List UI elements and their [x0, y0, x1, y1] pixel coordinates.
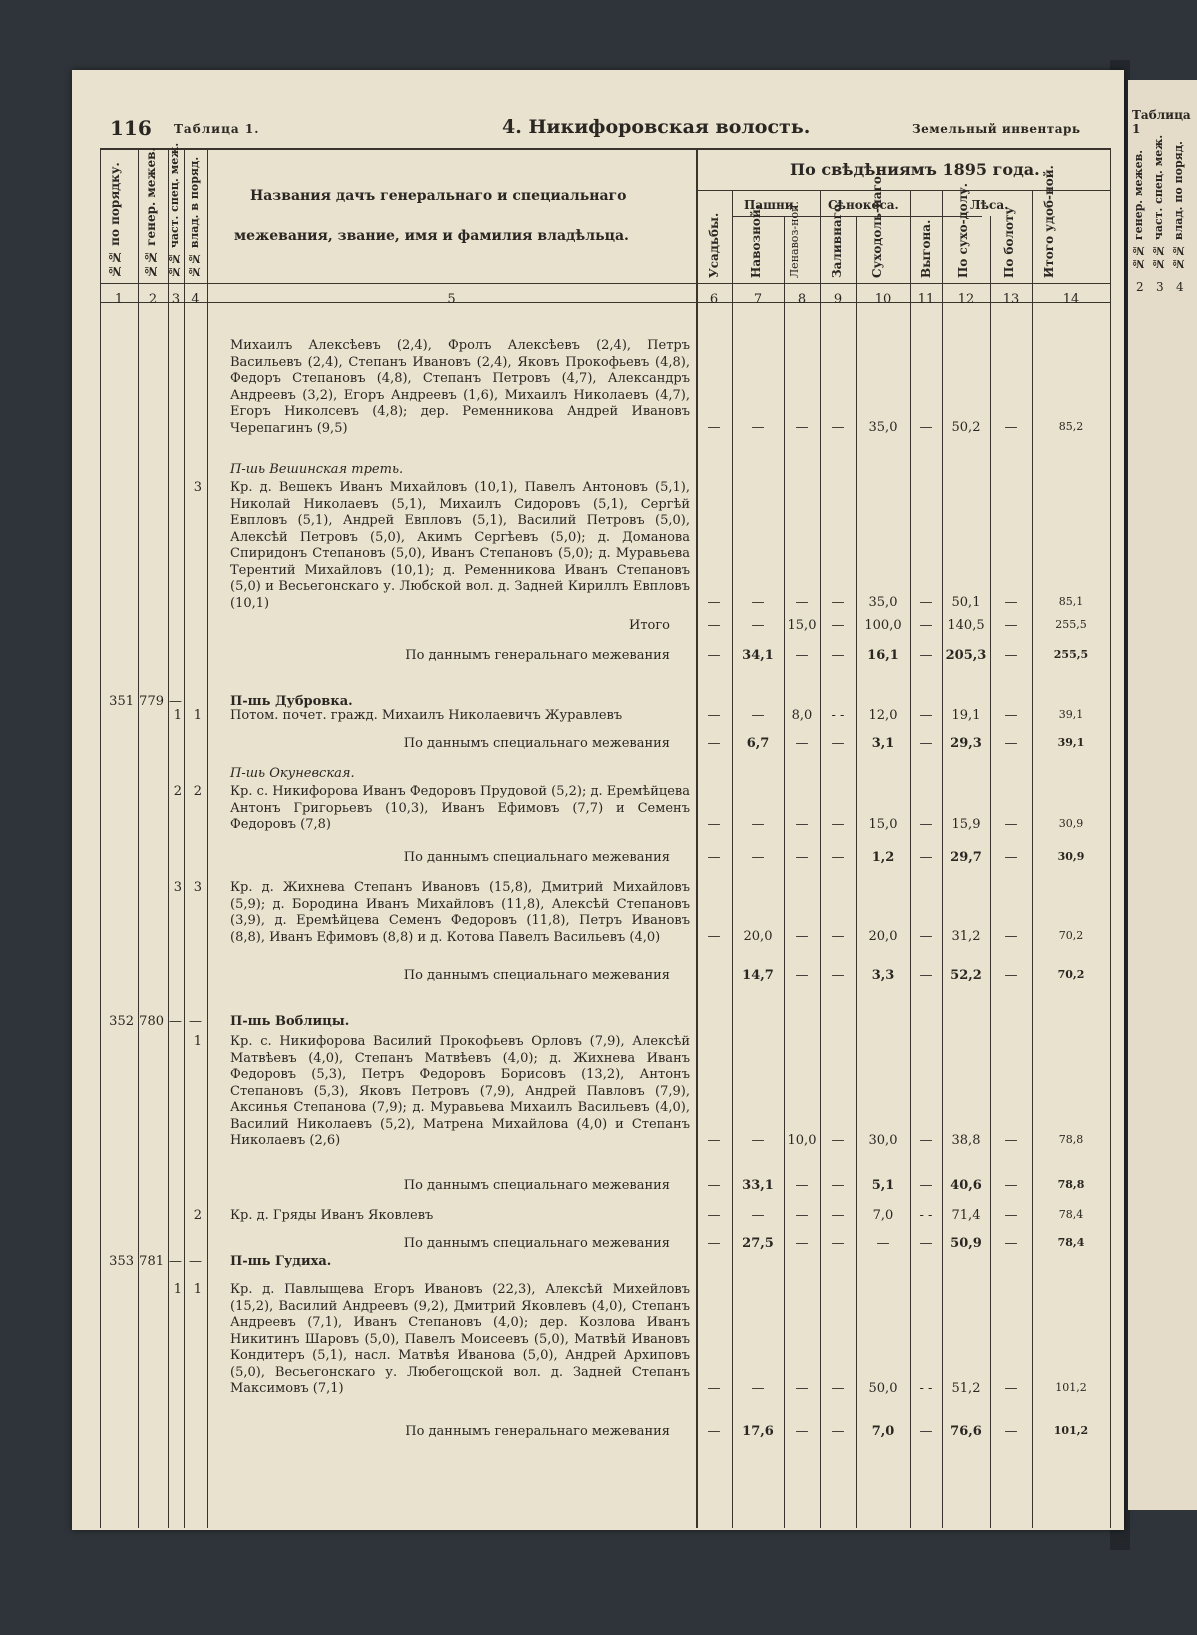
- value-cell: —: [831, 929, 845, 944]
- value-cell: —: [751, 1133, 765, 1148]
- value-cell: —: [707, 817, 721, 832]
- value-cell: 12,0: [868, 708, 898, 723]
- col-header-9: Заливнаго.: [830, 199, 844, 278]
- value-cell: 3,3: [871, 968, 895, 983]
- col-number: 1: [114, 292, 124, 307]
- value-cell: 50,2: [951, 420, 981, 435]
- spec-survey-number: 1: [173, 1282, 182, 1297]
- value-cell: —: [795, 1424, 809, 1439]
- value-cell: —: [1004, 595, 1018, 610]
- owner-description: Михаилъ Алексѣевъ (2,4), Фролъ Алексѣевъ (2,4), Петръ Васильевъ (2,4), Степанъ Ивановъ (2,4), Яковъ Прокофьевъ (4,8), Федоръ Степановъ (4,8), Степанъ Петровъ (4,7), Александръ Андреевъ (3,2), Егоръ Андреевъ (1,6), Михаилъ Николаевъ (4,7), Егоръ Николсевъ (4,8); дер. Ременникова Андрей Ивановъ Черепагинъ (9,5): [230, 338, 690, 436]
- value-cell: —: [707, 1236, 721, 1251]
- owner-number: 1: [193, 1282, 202, 1297]
- value-cell: —: [919, 968, 933, 983]
- estate-title: П-шь Воблицы.: [230, 1014, 350, 1029]
- value-cell: —: [831, 1424, 845, 1439]
- value-cell: 29,7: [950, 850, 982, 865]
- owner-description: Кр. с. Никифорова Василий Прокофьевъ Орловъ (7,9), Алексѣй Матвѣевъ (4,0), Степанъ Матвѣевъ (4,0); д. Жихнева Иванъ Федоровъ (5,3), Петръ Федоровъ Борисовъ (13,2), Антонъ Степановъ (5,3), Яковъ Петровъ (7,9), Андрей Павловъ (7,9), Аксинья Степанова (7,9); д. Муравьева Михаилъ Васильевъ (4,0), Василий Николаевъ (5,2), Матрена Михайлова (4,0) и Степанъ Николаевъ (2,6): [230, 1034, 690, 1148]
- total-label: По даннымъ генеральнаго межевания: [405, 1424, 670, 1439]
- value-cell: 140,5: [947, 618, 985, 633]
- value-cell: —: [707, 420, 721, 435]
- owner-number: 2: [193, 1208, 202, 1223]
- value-cell: 30,9: [1057, 850, 1085, 863]
- value-cell: —: [1004, 1178, 1018, 1193]
- value-cell: —: [795, 1208, 809, 1223]
- value-cell: —: [919, 618, 933, 633]
- row-number: 351: [109, 694, 134, 709]
- gen-survey-number: 779: [139, 694, 164, 709]
- spec-survey-number: 2: [173, 784, 182, 799]
- value-cell: 3,1: [871, 736, 895, 751]
- next-col-number: 4: [1176, 280, 1184, 294]
- gen-survey-number: 780: [139, 1014, 164, 1029]
- col-header-5-line1: Названия дачъ генеральнаго и специальнаго: [250, 188, 627, 204]
- owner-description: Потом. почет. гражд. Михаилъ Николаевичъ Журавлевъ: [230, 708, 623, 723]
- value-cell: 255,5: [1055, 618, 1087, 631]
- col-header-1: №№ по порядку.: [108, 162, 122, 278]
- value-cell: 29,3: [950, 736, 982, 751]
- group-header-pashni: Пашни.: [744, 198, 798, 212]
- value-cell: 35,0: [868, 595, 898, 610]
- value-cell: 33,1: [742, 1178, 774, 1193]
- value-cell: 20,0: [868, 929, 898, 944]
- owner-description: Кр. с. Никифорова Иванъ Федоровъ Прудовой (5,2); д. Еремѣйцева Антонъ Григорьевъ (10,3), Иванъ Ефимовъ (7,7) и Семенъ Федоровъ (7,8): [230, 784, 690, 832]
- value-cell: —: [751, 1208, 765, 1223]
- value-cell: —: [795, 595, 809, 610]
- value-cell: 51,2: [951, 1381, 981, 1396]
- next-col-number: 3: [1156, 280, 1164, 294]
- col-number: 5: [447, 292, 456, 307]
- section-heading: П-шь Вешинская треть.: [230, 462, 404, 477]
- value-cell: 17,6: [742, 1424, 774, 1439]
- value-cell: —: [751, 817, 765, 832]
- value-cell: —: [795, 736, 809, 751]
- value-cell: —: [707, 648, 721, 663]
- col-number: 2: [148, 292, 158, 307]
- owner-description: Кр. д. Павлыщева Егоръ Ивановъ (22,3), Алексѣй Михейловъ (15,2), Василий Андреевъ (9,2), Дмитрий Яковлевъ (4,0), Степанъ Андреевъ (7,1), Иванъ Степановъ (4,0); дер. Козлова Иванъ Никитинъ Шаровъ (5,0), Павелъ Моисеевъ (5,0), Матвѣй Ивановъ Кондитеръ (5,1), насл. Матвѣя Иванова (5,0), Андрей Архиповъ (5,0), Весьегонскаго у. Любегощской вол. д. Задней Степанъ Максимовъ (7,1): [230, 1282, 690, 1396]
- col-header-8: Ленавоз-ной.: [788, 201, 801, 278]
- value-cell: —: [831, 1381, 845, 1396]
- value-cell: 50,9: [950, 1236, 982, 1251]
- value-cell: 6,7: [746, 736, 770, 751]
- owner-number: 3: [193, 880, 202, 895]
- value-cell: —: [1004, 1133, 1018, 1148]
- value-cell: —: [831, 420, 845, 435]
- next-page-edge: [1128, 80, 1197, 1510]
- value-cell: —: [707, 1178, 721, 1193]
- value-cell: 40,6: [950, 1178, 982, 1193]
- value-cell: —: [707, 1424, 721, 1439]
- col-number: 6: [709, 292, 719, 307]
- col-header-4: №№ влад. в поряд.: [188, 156, 201, 278]
- value-cell: 39,1: [1058, 708, 1084, 721]
- spec-survey-number: 3: [173, 880, 182, 895]
- group-header-1895: По свѣдѣниямъ 1895 года.: [790, 160, 1040, 179]
- spec-survey-number: —: [169, 1254, 182, 1269]
- estate-title: П-шь Дубровка.: [230, 694, 353, 709]
- value-cell: —: [1004, 618, 1018, 633]
- value-cell: 85,2: [1058, 420, 1084, 433]
- col-header-11: Выгона.: [919, 219, 933, 278]
- total-label: По даннымъ специальнаго межевания: [403, 968, 670, 983]
- total-label: По даннымъ генеральнаго межевания: [405, 648, 670, 663]
- value-cell: 205,3: [945, 648, 987, 663]
- estate-title: П-шь Гудиха.: [230, 1254, 332, 1269]
- owner-number: —: [189, 1254, 202, 1269]
- value-cell: 30,0: [868, 1133, 898, 1148]
- owner-number: —: [189, 1014, 202, 1029]
- owner-number: 2: [193, 784, 202, 799]
- owner-number: 1: [193, 1034, 202, 1049]
- value-cell: —: [1004, 929, 1018, 944]
- owner-number: 3: [193, 480, 202, 495]
- table-label: Таблица 1.: [174, 122, 260, 136]
- value-cell: 7,0: [871, 1424, 895, 1439]
- value-cell: 5,1: [871, 1178, 895, 1193]
- total-label: По даннымъ специальнаго межевания: [403, 1236, 670, 1251]
- value-cell: —: [707, 736, 721, 751]
- value-cell: —: [876, 1236, 890, 1251]
- header-bottom-rule: [100, 283, 1110, 284]
- row-number: 352: [109, 1014, 134, 1029]
- col-number: 9: [833, 292, 843, 307]
- gen-survey-number: 781: [139, 1254, 164, 1269]
- col-header-6: Усадьбы.: [707, 212, 721, 278]
- value-cell: 100,0: [864, 618, 902, 633]
- value-cell: —: [1004, 817, 1018, 832]
- value-cell: —: [831, 817, 845, 832]
- value-cell: 31,2: [951, 929, 981, 944]
- value-cell: 38,8: [951, 1133, 981, 1148]
- col-number: 11: [917, 292, 935, 307]
- value-cell: —: [919, 850, 933, 865]
- ledger-page: [72, 70, 1124, 1530]
- value-cell: 15,9: [951, 817, 981, 832]
- value-cell: —: [919, 420, 933, 435]
- value-cell: 76,6: [950, 1424, 982, 1439]
- value-cell: 7,0: [872, 1208, 894, 1223]
- value-cell: 34,1: [742, 648, 774, 663]
- value-cell: —: [1004, 736, 1018, 751]
- value-cell: 8,0: [791, 708, 813, 723]
- spec-survey-number: —: [169, 1014, 182, 1029]
- value-cell: —: [919, 929, 933, 944]
- value-cell: 19,1: [951, 708, 981, 723]
- header-top-rule: [100, 148, 1110, 150]
- next-col-header: №№ част. спец. меж.: [1152, 134, 1165, 270]
- row-number: 353: [109, 1254, 134, 1269]
- value-cell: 20,0: [743, 929, 773, 944]
- section-title: Земельный инвентарь: [912, 122, 1081, 136]
- value-cell: 71,4: [951, 1208, 981, 1223]
- next-col-header: №№ влад. по поряд.: [1172, 141, 1185, 270]
- value-cell: 15,0: [787, 618, 817, 633]
- next-col-number: 2: [1136, 280, 1144, 294]
- value-cell: 50,1: [951, 595, 981, 610]
- value-cell: 70,2: [1058, 929, 1084, 942]
- value-cell: —: [919, 595, 933, 610]
- spec-survey-number: 1: [173, 708, 182, 723]
- col-header-7: Навозной.: [749, 205, 763, 278]
- value-cell: —: [831, 595, 845, 610]
- value-cell: 35,0: [868, 420, 898, 435]
- value-cell: —: [831, 618, 845, 633]
- value-cell: 70,2: [1057, 968, 1085, 981]
- col-number: 12: [957, 292, 975, 307]
- value-cell: —: [1004, 708, 1018, 723]
- next-page-label: Таблица 1: [1132, 108, 1191, 136]
- value-cell: —: [751, 420, 765, 435]
- value-cell: —: [919, 648, 933, 663]
- value-cell: —: [1004, 1208, 1018, 1223]
- group-header-lesa: Лѣса.: [970, 198, 1009, 212]
- value-cell: —: [919, 1178, 933, 1193]
- group-header-senokosa: Сѣнокоса.: [828, 198, 899, 212]
- value-cell: —: [919, 817, 933, 832]
- col-number: 7: [753, 292, 763, 307]
- col-header-5-line2: межевания, звание, имя и фамилия владѣльца.: [234, 228, 629, 244]
- value-cell: —: [1004, 1236, 1018, 1251]
- value-cell: —: [707, 929, 721, 944]
- value-cell: —: [1004, 1424, 1018, 1439]
- value-cell: —: [795, 968, 809, 983]
- value-cell: —: [1004, 1381, 1018, 1396]
- value-cell: 78,8: [1058, 1133, 1084, 1146]
- value-cell: —: [707, 1133, 721, 1148]
- value-cell: —: [919, 736, 933, 751]
- value-cell: —: [831, 1208, 845, 1223]
- value-cell: 52,2: [950, 968, 982, 983]
- value-cell: —: [751, 595, 765, 610]
- value-cell: —: [831, 968, 845, 983]
- col-header-13: По болоту: [1002, 206, 1016, 278]
- value-cell: 15,0: [868, 817, 898, 832]
- volost-title: 4. Никифоровская волость.: [502, 116, 811, 138]
- value-cell: 30,9: [1058, 817, 1084, 830]
- value-cell: 85,1: [1058, 595, 1084, 608]
- col-number: 13: [1002, 292, 1020, 307]
- value-cell: 78,4: [1058, 1208, 1084, 1221]
- value-cell: —: [831, 648, 845, 663]
- value-cell: —: [707, 1208, 721, 1223]
- total-label: По даннымъ специальнаго межевания: [403, 1178, 670, 1193]
- value-cell: —: [919, 708, 933, 723]
- value-cell: —: [831, 1178, 845, 1193]
- owner-description: Кр. д. Жихнева Степанъ Ивановъ (15,8), Дмитрий Михайловъ (5,9); д. Бородина Иванъ Михайловъ (11,8), Алексѣй Степановъ (3,9), д. Еремѣйцева Семенъ Федоровъ (11,8), Петръ Ивановъ (8,8), Иванъ Ефимовъ (8,8) и д. Котова Павелъ Васильевъ (4,0): [230, 880, 690, 945]
- value-cell: —: [1004, 968, 1018, 983]
- section-heading: П-шь Окуневская.: [230, 766, 355, 781]
- value-cell: 16,1: [867, 648, 899, 663]
- value-cell: 14,7: [742, 968, 774, 983]
- value-cell: —: [707, 618, 721, 633]
- value-cell: - -: [831, 708, 845, 723]
- total-label: По даннымъ специальнаго межевания: [403, 850, 670, 865]
- value-cell: —: [707, 1381, 721, 1396]
- owner-description: Кр. д. Гряды Иванъ Яковлевъ: [230, 1208, 434, 1223]
- value-cell: —: [919, 1424, 933, 1439]
- value-cell: —: [919, 1236, 933, 1251]
- value-cell: - -: [919, 1208, 933, 1223]
- col-header-14: Итого удоб-ной.: [1042, 165, 1056, 278]
- value-cell: 1,2: [871, 850, 895, 865]
- col-number: 4: [191, 292, 200, 307]
- owner-number: 1: [193, 708, 202, 723]
- value-cell: —: [707, 850, 721, 865]
- value-cell: 78,8: [1057, 1178, 1085, 1191]
- page-number: 116: [110, 116, 152, 140]
- col-number: 10: [874, 292, 892, 307]
- value-cell: —: [795, 648, 809, 663]
- col-header-3: №№ част. спец. меж.: [168, 142, 181, 278]
- value-cell: —: [795, 817, 809, 832]
- col-number: 8: [797, 292, 807, 307]
- value-cell: —: [751, 708, 765, 723]
- value-cell: 78,4: [1057, 1236, 1085, 1249]
- value-cell: 255,5: [1053, 648, 1089, 661]
- value-cell: —: [831, 1133, 845, 1148]
- value-cell: —: [831, 1236, 845, 1251]
- value-cell: 27,5: [742, 1236, 774, 1251]
- value-cell: —: [795, 1236, 809, 1251]
- value-cell: —: [795, 929, 809, 944]
- value-cell: —: [831, 736, 845, 751]
- col-number: 14: [1062, 292, 1080, 307]
- spec-survey-number: —: [169, 694, 182, 709]
- value-cell: 39,1: [1057, 736, 1085, 749]
- col-header-2: №№ генер. межев.: [144, 147, 158, 278]
- col-header-10: Суходоль-наго.: [870, 171, 884, 278]
- value-cell: 101,2: [1053, 1424, 1089, 1437]
- value-cell: —: [1004, 850, 1018, 865]
- value-cell: —: [707, 708, 721, 723]
- value-cell: —: [707, 595, 721, 610]
- col-number: 3: [171, 292, 181, 307]
- value-cell: —: [795, 420, 809, 435]
- value-cell: 101,2: [1055, 1381, 1087, 1394]
- value-cell: - -: [919, 1381, 933, 1396]
- owner-description: Кр. д. Вешекъ Иванъ Михайловъ (10,1), Павелъ Антоновъ (5,1), Николай Николаевъ (5,1), Михаилъ Сидоровъ (5,1), Сергѣй Евпловъ (5,1), Андрей Евпловъ (5,1), Василий Петровъ (5,0), Алексѣй Петровъ (5,0), Акимъ Сергѣевъ (5,0); д. Доманова Спиридонъ Степановъ (5,0), Иванъ Степановъ (5,0); д. Муравьева Терентий Михайловъ (10,1); д. Ременникова Иванъ Степановъ (5,0) и Весьегонскаго у. Любской вол. д. Задней Кириллъ Евпловъ (10,1): [230, 480, 690, 611]
- col-header-12: По сухо-долу.: [956, 183, 970, 278]
- value-cell: —: [795, 1178, 809, 1193]
- value-cell: —: [795, 1381, 809, 1396]
- value-cell: —: [751, 850, 765, 865]
- value-cell: 10,0: [787, 1133, 817, 1148]
- total-label: По даннымъ специальнаго межевания: [403, 736, 670, 751]
- value-cell: —: [831, 850, 845, 865]
- next-col-header: №№ генер. межев.: [1132, 149, 1145, 270]
- value-cell: —: [919, 1133, 933, 1148]
- value-cell: —: [751, 618, 765, 633]
- value-cell: —: [795, 850, 809, 865]
- total-label: Итого: [629, 618, 670, 633]
- value-cell: —: [1004, 648, 1018, 663]
- value-cell: 50,0: [868, 1381, 898, 1396]
- value-cell: —: [751, 1381, 765, 1396]
- value-cell: —: [1004, 420, 1018, 435]
